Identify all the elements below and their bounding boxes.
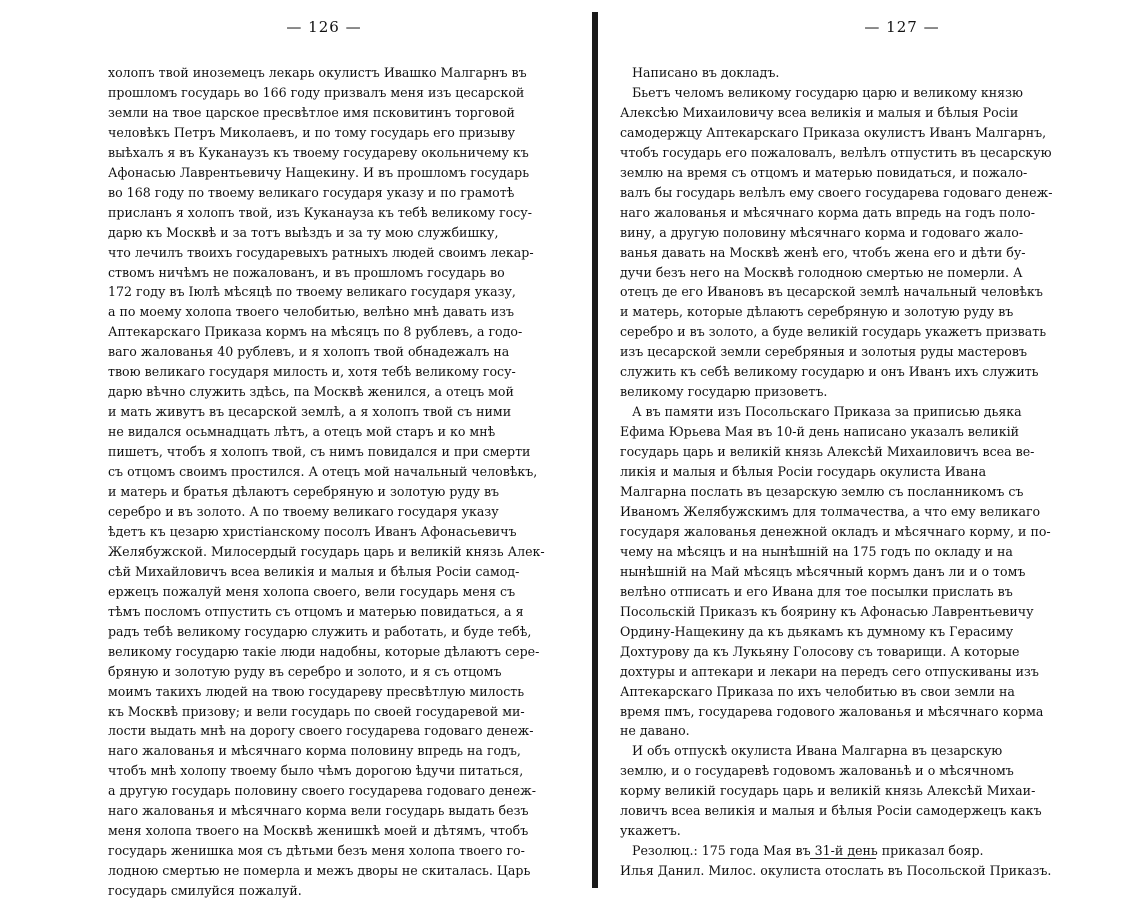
text-line: сѣй Михайловичъ всеа великія и малыя и бѣлыя Росіи самод- [108, 563, 520, 579]
text-line: вину, а другую половину мѣсячнаго корма и годоваго жало- [620, 224, 1024, 240]
text-line: дарю къ Москвѣ и за тотъ выѣздъ и за ту мою службишку, [108, 224, 499, 240]
text-line: Желябужской. Милосердый государь царь и великій князь Алек- [108, 543, 545, 559]
text-line: чему на мѣсяцъ и на нынѣшній на 175 годъ по окладу и на [620, 543, 1013, 559]
text-line: государь женишка моя съ дѣтьми безъ меня холопа твоего го- [108, 843, 525, 859]
text-line: ствомъ ничѣмъ не пожалованъ, и въ прошломъ государь во [108, 264, 505, 280]
left-page-text [108, 63, 545, 901]
text-line: служить къ себѣ великому государю и онъ Иванъ ихъ служить [620, 364, 1039, 380]
text-line: Ефима Юрьева Мая въ 10-й день написано указалъ великій [620, 424, 1019, 440]
text-line: корму великій государь царь и великій князь Алексѣй Михаи- [620, 783, 1036, 799]
text-line: Аптекарскаго Приказа кормъ на мѣсяцъ по 8 рублевъ, а годо- [108, 324, 523, 340]
text-line: ваго жалованья 40 рублевъ, и я холопъ твой обнадежалъ на [108, 344, 510, 360]
text-line: ликія и малыя и бѣлыя Росіи государь окулиста Ивана [620, 464, 987, 480]
book-gutter [592, 12, 598, 888]
text-line: великому государю призоветъ. [620, 384, 828, 400]
right-page-text [620, 63, 1052, 881]
text-line: изъ цесарской земли серебряныя и золотыя руды мастеровъ [620, 344, 1027, 360]
text-line: время пмъ, государева годового жалованья и мѣсячнаго корма [620, 703, 1044, 719]
text-line: Посольскій Приказъ къ боярину къ Афонасью Лаврентьевичу [620, 603, 1034, 619]
text-line: Дохтурову да къ Лукьяну Голосову съ товарищи. А которые [620, 643, 1020, 659]
text-line: присланъ я холопъ твой, изъ Куканауза къ тебѣ великому госу- [108, 204, 532, 220]
text-line: твою великаго государя милость и, хотя тебѣ великому госу- [108, 364, 516, 380]
text-line: а другую государь половину своего государева годоваго денеж- [108, 783, 536, 799]
text-line: Иваномъ Желябужскимъ для толмачества, а что ему великаго [620, 503, 1041, 519]
text-line: государь смилуйся пожалуй. [108, 883, 302, 899]
text-line: землю на время съ отцомъ и матерью повидаться, и пожало- [620, 164, 1028, 180]
text-line: пишетъ, чтобъ я холопъ твой, съ нимъ повидался и при смерти [108, 444, 531, 460]
text-line: серебро и въ золото. А по твоему великаго государя указу [108, 503, 499, 519]
text-line: Ордину-Нащекину да къ дьякамъ къ думному къ Герасиму [620, 623, 1014, 639]
text-line: и мать живутъ въ цесарской землѣ, а я холопъ твой съ ними [108, 404, 512, 420]
text-line: Написано въ докладъ. [620, 65, 780, 80]
text-line: не давано. [620, 723, 690, 739]
text-line: что лечилъ твоихъ государевыхъ ратныхъ людей своимъ лекар- [108, 244, 534, 260]
text-line: землю, и о государевѣ годовомъ жалованьѣ и о мѣсячномъ [620, 763, 1014, 779]
text-line: серебро и въ золото, а буде великій государь укажетъ призвать [620, 324, 1047, 340]
text-line: не видался осьмнадцать лѣтъ, а отецъ мой старъ и ко мнѣ [108, 424, 496, 440]
text-line: меня холопа твоего на Москвѣ женишкѣ моей и дѣтямъ, чтобъ [108, 823, 529, 839]
text-line: самодержцу Аптекарскаго Приказа окулистъ Иванъ Малгарнъ, [620, 124, 1047, 140]
text-line: валъ бы государь велѣлъ ему своего государева годоваго денеж- [620, 184, 1053, 200]
page-number-right: — 127 — [864, 18, 940, 36]
text-line: государь царь и великій князь Алексѣй Михаиловичъ всеа ве- [620, 444, 1035, 460]
text-line: съ отцомъ своимъ простился. А отецъ мой начальный человѣкъ, [108, 464, 538, 480]
text-line: человѣкъ Петръ Миколаевъ, и по тому государь его призыву [108, 124, 516, 140]
text-line: Илья Данил. Милос. окулиста отослать въ Посольской Приказъ. [620, 863, 1052, 879]
text-line: прошломъ государь во 166 году призвалъ меня изъ цесарской [108, 84, 525, 100]
text-line: Афонасью Лаврентьевичу Нащекину. И въ прошломъ государь [108, 164, 530, 180]
text-line: чтобъ мнѣ холопу твоему было чѣмъ дорогою ѣдучи питаться, [108, 763, 524, 779]
text-line: великому государю такіе люди надобны, которые дѣлаютъ сере- [108, 643, 540, 659]
text-line: Резолюц.: 175 года Мая въ 31-й день приказал бояр. [620, 843, 984, 859]
text-line: ѣдетъ къ цезарю христіанскому посолъ Иванъ Афонасьевичъ [108, 523, 517, 539]
text-line: а по моему холопа твоего челобитью, велѣно мнѣ давать изъ [108, 304, 514, 320]
text-line: дучи безъ него на Москвѣ голодною смертью не померли. А [620, 264, 1023, 280]
text-line: Малгарна послать въ цезарскую землю съ посланникомъ съ [620, 484, 1024, 500]
text-line: государя жалованья денежной окладъ и мѣсячнаго корму, и по- [620, 523, 1051, 539]
text-line: 172 году въ Іюлѣ мѣсяцѣ по твоему великаго государя указу, [108, 284, 516, 300]
end-rule [810, 858, 876, 859]
text-line: и матерь и братья дѣлаютъ серебряную и золотую руду въ [108, 484, 500, 500]
text-line: земли на твое царское пресвѣтлое имя псковитинъ торговой [108, 104, 515, 120]
text-line: Бьетъ челомъ великому государю царю и великому князю [620, 84, 1023, 100]
text-line: И объ отпускѣ окулиста Ивана Малгарна въ цезарскую [620, 743, 1003, 759]
text-line: наго жалованья и мѣсячнаго корма вели государь выдать безъ [108, 803, 529, 819]
text-line: ловичъ всеа великія и малыя и бѣлыя Росіи самодержецъ какъ [620, 803, 1042, 819]
text-line: выѣхалъ я въ Куканаузъ къ твоему государеву окольничему къ [108, 144, 529, 160]
text-line: наго жалованья и мѣсячнаго корма дать впредь на годъ поло- [620, 204, 1035, 220]
text-line: моимъ такихъ людей на твою государеву пресвѣтлую милость [108, 683, 525, 699]
text-line: лости выдать мнѣ на дорогу своего государева годоваго денеж- [108, 723, 534, 739]
text-line: ержецъ пожалуй меня холопа своего, вели государь меня съ [108, 583, 516, 599]
text-line: холопъ твой иноземецъ лекарь окулистъ Ивашко Малгарнъ въ [108, 65, 527, 80]
text-line: наго жалованья и мѣсячнаго корма половину впредь на годъ, [108, 743, 521, 759]
text-line: во 168 году по твоему великаго государя указу и по грамотѣ [108, 184, 515, 200]
text-line: дарю вѣчно служить здѣсь, па Москвѣ женился, а отецъ мой [108, 384, 514, 400]
text-line: къ Москвѣ призову; и вели государь по своей государевой ми- [108, 703, 525, 719]
text-line: лодною смертью не померла и межъ дворы не скиталась. Царь [108, 863, 531, 879]
text-line: радъ тебѣ великому государю служить и работать, и буде тебѣ, [108, 623, 532, 639]
text-line: велѣно отписать и его Ивана для тое посылки прислать въ [620, 583, 1013, 599]
right-page [606, 0, 1140, 896]
text-line: дохтуры и аптекари и лекари на передъ сего отпускиваны изъ [620, 663, 1039, 679]
text-line: укажетъ. [620, 823, 681, 839]
text-line: нынѣшній на Май мѣсяцъ мѣсячный кормъ данъ ли и о томъ [620, 563, 1026, 579]
text-line: Аптекарскаго Приказа по ихъ челобитью въ свои земли на [620, 683, 1015, 699]
text-line: ванья давать на Москвѣ женѣ его, чтобъ жена его и дѣти бу- [620, 244, 1026, 260]
text-line: А въ памяти изъ Посольскаго Приказа за приписью дьяка [620, 404, 1022, 420]
text-line: Алексѣю Михаиловичу всеа великія и малыя и бѣлыя Росіи [620, 104, 1019, 120]
text-line: тѣмъ посломъ отпустить съ отцомъ и матерью повидаться, а я [108, 603, 524, 619]
page-number-left: — 126 — [286, 18, 362, 36]
text-line: и матерь, которые дѣлаютъ серебряную и золотую руду въ [620, 304, 1014, 320]
text-line: чтобъ государь его пожаловалъ, велѣлъ отпустить въ цесарскую [620, 144, 1052, 160]
text-line: отецъ де его Ивановъ въ цесарской землѣ начальный человѣкъ [620, 284, 1043, 300]
text-line: бряную и золотую руду въ серебро и золото, и я съ отцомъ [108, 663, 502, 679]
